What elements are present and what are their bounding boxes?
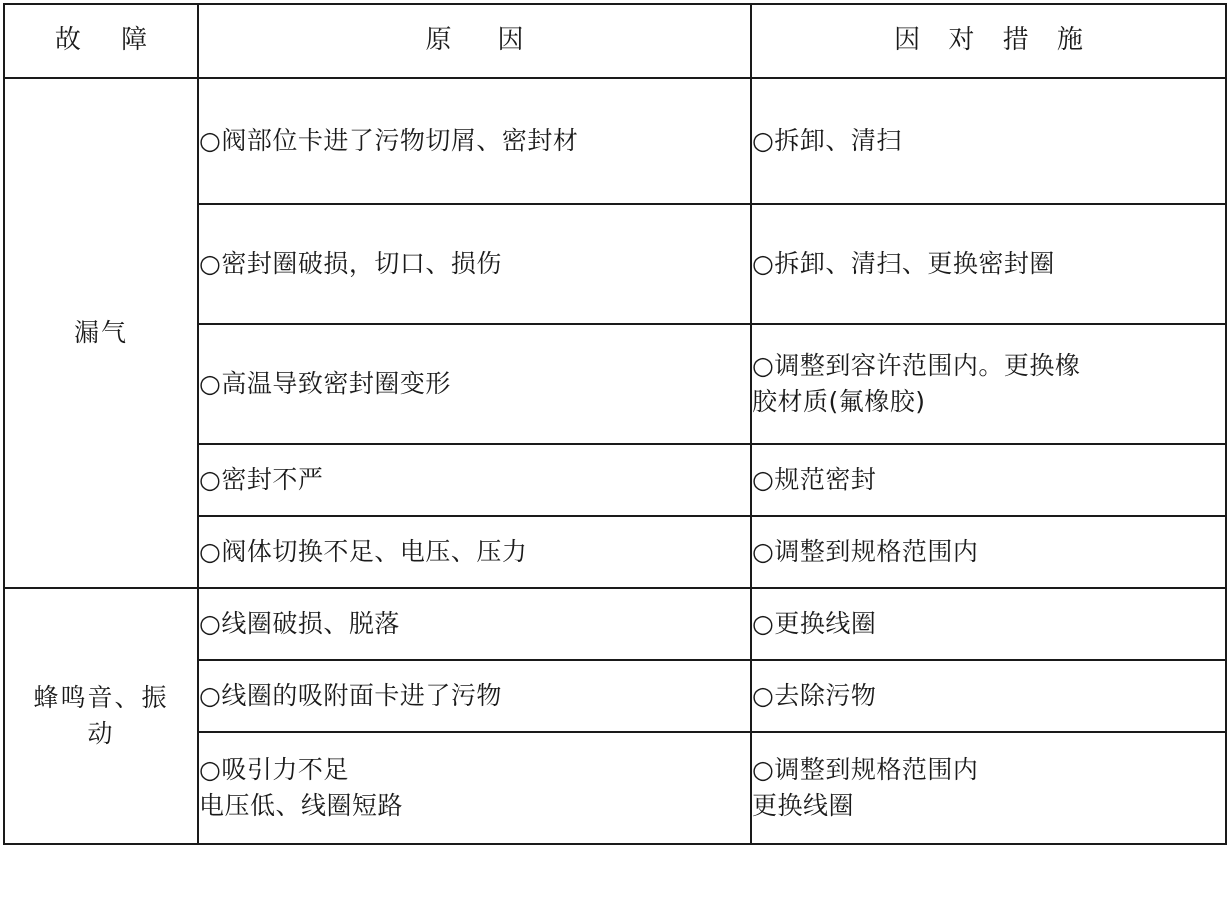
- action-cell: ○调整到规格范围内: [751, 516, 1226, 588]
- table-row: [4, 588, 1226, 660]
- document-page: [0, 3, 1228, 903]
- action-cell: ○更换线圈: [751, 588, 1226, 660]
- cause-cell: [198, 732, 751, 844]
- group-label-buzz-vibration: [4, 588, 198, 844]
- cause-cell: ○线圈破损、脱落: [198, 588, 751, 660]
- cause-cell: ○密封圈破损，切口、损伤: [198, 204, 751, 324]
- action-cell: [751, 732, 1226, 844]
- column-header-cause: 原 因: [198, 4, 751, 78]
- cause-cell: ○阀体切换不足、电压、压力: [198, 516, 751, 588]
- table-header-row: [4, 4, 1226, 78]
- cause-line: ○吸引力不足: [199, 754, 349, 784]
- cause-cell: ○阀部位卡进了污物切屑、密封材: [198, 78, 751, 204]
- cause-cell: ○线圈的吸附面卡进了污物: [198, 660, 751, 732]
- cause-line: 电压低、线圈短路: [199, 791, 404, 820]
- fault-troubleshooting-table: [3, 3, 1227, 845]
- group-label-line: 动: [87, 719, 115, 748]
- group-label-line: 蜂鸣音、振: [33, 682, 169, 712]
- action-line: ○调整到规格范围内: [752, 754, 979, 784]
- action-cell: ○去除污物: [751, 660, 1226, 732]
- column-header-action: 因 对 措 施: [751, 4, 1226, 78]
- action-cell: [751, 324, 1226, 444]
- action-line: 胶材质(氟橡胶): [752, 387, 926, 416]
- action-cell: ○拆卸、清扫: [751, 78, 1226, 204]
- action-cell: ○规范密封: [751, 444, 1226, 516]
- action-cell: ○拆卸、清扫、更换密封圈: [751, 204, 1226, 324]
- action-line: 更换线圈: [752, 791, 855, 820]
- cause-cell: ○高温导致密封圈变形: [198, 324, 751, 444]
- cause-cell: ○密封不严: [198, 444, 751, 516]
- table-row: [4, 78, 1226, 204]
- group-label-leak: 漏气: [4, 78, 198, 588]
- action-line: ○调整到容许范围内。更换橡: [752, 350, 1081, 380]
- column-header-fault: 故 障: [4, 4, 198, 78]
